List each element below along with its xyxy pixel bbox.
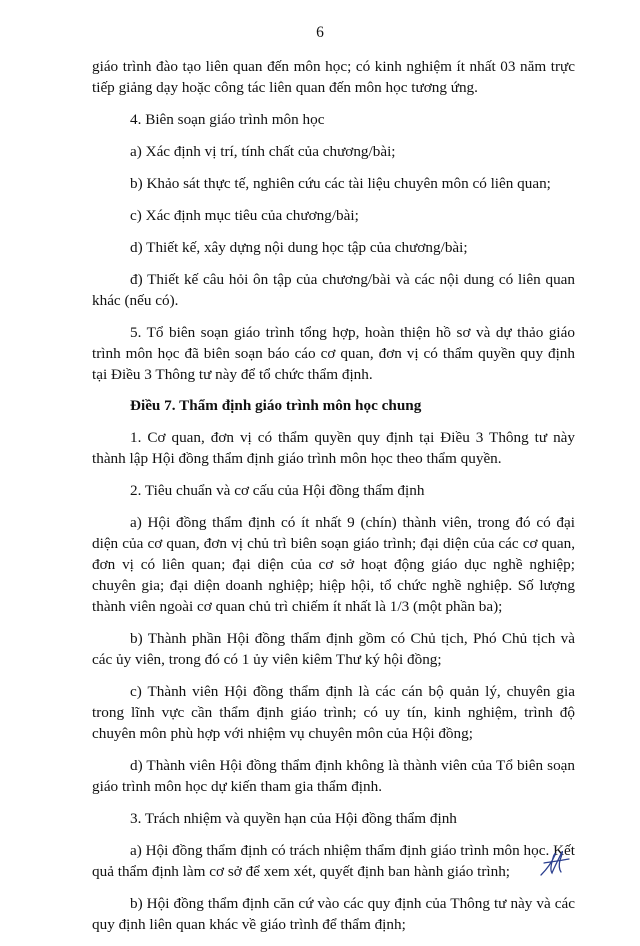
clause-4-heading: 4. Biên soạn giáo trình môn học xyxy=(130,111,325,128)
article-7-clause-1: 1. Cơ quan, đơn vị có thẩm quyền quy định tại Điều 3 Thông tư này thành lập Hội đồng thẩm định giáo trình môn học theo thẩm quyền. xyxy=(92,429,575,467)
article-7-title: Điều 7. Thẩm định giáo trình môn học chung xyxy=(130,397,422,414)
clause-4a: a) Xác định vị trí, tính chất của chương/bài; xyxy=(130,143,396,160)
paragraph-continuation: giáo trình đào tạo liên quan đến môn học; có kinh nghiệm ít nhất 03 năm trực tiếp giảng dạy hoặc công tác liên quan đến môn học tương ứng. xyxy=(92,58,575,96)
clause-4c: c) Xác định mục tiêu của chương/bài; xyxy=(130,207,359,224)
clause-4b: b) Khảo sát thực tế, nghiên cứu các tài liệu chuyên môn có liên quan; xyxy=(130,175,551,192)
article-7-clause-3-heading: 3. Trách nhiệm và quyền hạn của Hội đồng thẩm định xyxy=(130,810,457,827)
article-7-clause-2b: b) Thành phần Hội đồng thẩm định gồm có Chủ tịch, Phó Chủ tịch và các ủy viên, trong đó có 1 ủy viên kiêm Thư ký hội đồng; xyxy=(92,630,575,668)
clause-5: 5. Tổ biên soạn giáo trình tổng hợp, hoàn thiện hồ sơ và dự thảo giáo trình môn học đã biên soạn báo cáo cơ quan, đơn vị có thẩm quyền quy định tại Điều 3 Thông tư này để tổ chức thẩm định. xyxy=(92,324,575,383)
article-7-clause-3a: a) Hội đồng thẩm định có trách nhiệm thẩm định giáo trình môn học. Kết quả thẩm định làm cơ sở để xem xét, quyết định ban hành giáo trình; xyxy=(92,842,575,880)
article-7-clause-2c: c) Thành viên Hội đồng thẩm định là các cán bộ quản lý, chuyên gia trong lĩnh vực cần thẩm định giáo trình; có uy tín, kinh nghiệm, trình độ chuyên môn phù hợp với nhiệm vụ chuyên môn của Hội đồng; xyxy=(92,683,575,742)
clause-4d: d) Thiết kế, xây dựng nội dung học tập của chương/bài; xyxy=(130,239,468,256)
article-7-clause-2-heading: 2. Tiêu chuẩn và cơ cấu của Hội đồng thẩm định xyxy=(130,482,425,499)
page-number: 6 xyxy=(316,24,324,41)
article-7-clause-2d: d) Thành viên Hội đồng thẩm định không là thành viên của Tổ biên soạn giáo trình môn học dự kiến tham gia thẩm định. xyxy=(92,757,575,795)
document-body xyxy=(92,56,575,946)
article-7-clause-3b: b) Hội đồng thẩm định căn cứ vào các quy định của Thông tư này và các quy định liên quan khác về giáo trình để thẩm định; xyxy=(92,895,575,933)
article-7-clause-2a: a) Hội đồng thẩm định có ít nhất 9 (chín) thành viên, trong đó có đại diện của cơ quan, đơn vị chủ trì biên soạn giáo trình; đại diện của các cơ quan, đơn vị có liên quan; đại diện của cơ sở hoạt động giáo dục nghề nghiệp; chuyên gia; đại diện doanh nghiệp; hiệp hội, tổ chức nghề nghiệp. Số lượng thành viên ngoài cơ quan chủ trì chiếm ít nhất là 1/3 (một phần ba); xyxy=(92,514,575,615)
initials-signature xyxy=(538,846,572,880)
clause-4dd: đ) Thiết kế câu hỏi ôn tập của chương/bài và các nội dung có liên quan khác (nếu có). xyxy=(92,271,575,309)
